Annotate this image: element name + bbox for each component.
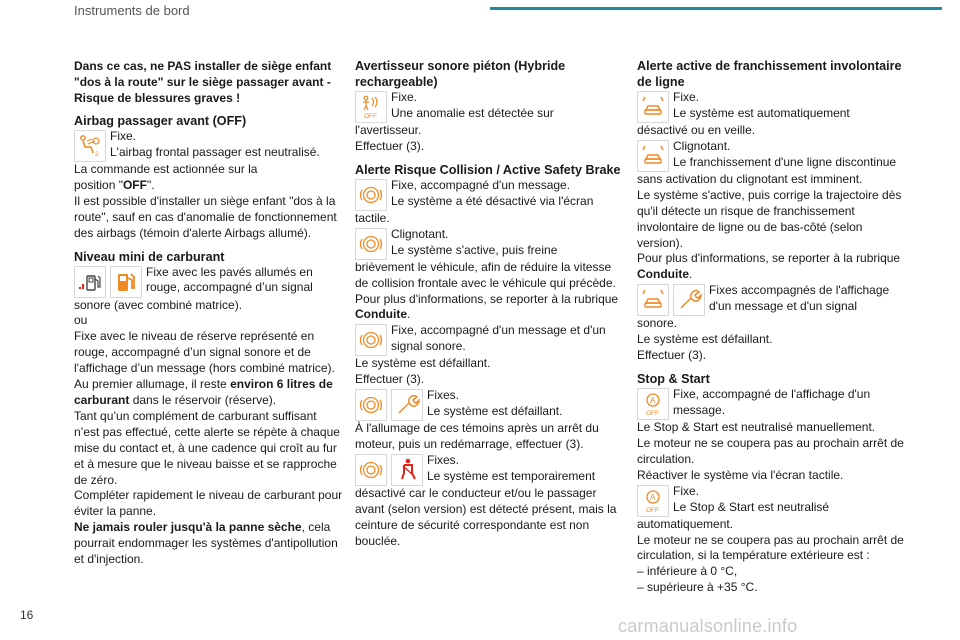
lane-c-line2: sonore.	[637, 316, 678, 331]
fuel-p4: Tant qu’un complément de carburant suffisant n’est pas effectué, cette alerte se répète à chaque mise du contact et, à une cadence qui croît au fur et à mesure que le niveau baisse et se rapproche de zéro.	[74, 408, 340, 487]
airbag-paragraph: Il est possible d'installer un siège enfant "dos à la route", sauf en cas d'anomalie de fonctionnement des airbags (témoin d'alerte Airbags allumé).	[74, 193, 337, 240]
stop-start-b-item1: – inférieure à 0 °C,	[637, 564, 738, 579]
collision-alert-icon	[355, 389, 387, 421]
collision-b-line1: Le système s'active, puis freine	[391, 242, 558, 257]
stop-start-b-line1: Le Stop & Start est neutralisé	[673, 499, 830, 514]
collision-alert-icon	[355, 228, 387, 260]
svg-text:OFF: OFF	[364, 113, 377, 120]
lane-p3: Le système s'active, puis corrige la trajectoire dès qu'il détecte un risque de franchissement involontaire de ligne ou de bas-côté (selon version).	[637, 187, 902, 250]
collision-e-status: Fixes.	[427, 452, 460, 467]
airbag-status: Fixe.	[110, 129, 137, 143]
pedestrian-horn-line3: Effectuer (3).	[355, 138, 425, 153]
lane-a-status: Fixe.	[673, 90, 700, 104]
lane-c-line1: Fixes accompagnés de l'affichage d'un message et d'un signal	[709, 283, 890, 314]
column-2	[355, 58, 625, 550]
stop-start-title: Stop & Start	[637, 371, 710, 386]
collision-c-line2: Le système est défaillant.	[355, 356, 491, 371]
airbag-position: position "OFF".	[74, 177, 155, 192]
stop-start-a-line4: Réactiver le système via l'écran tactile.	[637, 467, 844, 482]
column-1	[74, 58, 344, 568]
stop-start-a-line2: Le Stop & Start est neutralisé manuellement.	[637, 419, 876, 434]
stop-start-b-line3: Le moteur ne se coupera pas au prochain arrêt de circulation, si la température extérieure est :	[637, 532, 904, 563]
stop-start-b-item2: – supérieure à +35 °C.	[637, 580, 758, 595]
lane-departure-icon	[637, 140, 669, 172]
watermark: carmanualsonline.info	[618, 616, 798, 636]
seatbelt-icon	[391, 454, 423, 486]
stop-start-a-line1: Fixe, accompagné de l'affichage d'un message.	[673, 386, 871, 417]
fuel-p3: Au premier allumage, il reste environ 6 litres de carburant dans le réservoir (réserve).	[74, 377, 333, 407]
airbag-line2: La commande est actionnée sur la	[74, 162, 258, 176]
pedestrian-horn-title: Avertisseur sonore piéton (Hybride rechargeable)	[355, 59, 566, 89]
svg-text:OFF: OFF	[646, 506, 659, 514]
airbag-off-icon	[74, 130, 106, 162]
fuel-title: Niveau mini de carburant	[74, 249, 225, 264]
fuel-line2: sonore (avec combiné matrice).	[74, 297, 243, 312]
fuel-or: ou	[74, 313, 88, 328]
collision-c-line1: Fixe, accompagné d'un message et d'un signal sonore.	[391, 323, 606, 354]
fuel-line1: Fixe avec les pavés allumés en rouge, accompagné d’un signal	[146, 264, 313, 295]
fuel-p2: Fixe avec le niveau de réserve représenté en rouge, accompagné d’un signal sonore et de l'affichage d’un message (hors combiné matrice).	[74, 329, 335, 376]
pedestrian-horn-status: Fixe.	[391, 90, 418, 104]
collision-d-line2: À l'allumage de ces témoins après un arrêt du moteur, puis un redémarrage, effectuer (3).	[355, 421, 599, 452]
airbag-title: Airbag passager avant (OFF)	[74, 114, 247, 128]
lane-a-line2: désactivé ou en veille.	[637, 123, 756, 137]
column-3	[637, 58, 909, 596]
wrench-icon	[673, 284, 705, 316]
fuel-pump-bars-icon	[74, 266, 106, 298]
collision-alert-icon	[355, 179, 387, 211]
collision-a-line1: Le système a été désactivé via l'écran	[391, 193, 594, 208]
lane-a-line1: Le système est automatiquement	[673, 105, 850, 120]
collision-title: Alerte Risque Collision / Active Safety Brake	[355, 162, 621, 177]
svg-text:2: 2	[95, 151, 99, 158]
fuel-pump-icon	[110, 266, 142, 298]
pedestrian-horn-line2: l'avertisseur.	[355, 123, 422, 137]
lane-title: Alerte active de franchissement involontaire de ligne	[637, 59, 902, 89]
lane-b-line2: sans activation du clignotant est imminent.	[637, 171, 863, 186]
collision-a-line2: tactile.	[355, 210, 390, 225]
fuel-p5: Compléter rapidement le niveau de carburant pour éviter la panne.	[74, 488, 343, 519]
header-accent-bar	[490, 7, 942, 10]
lane-departure-icon	[637, 91, 669, 123]
collision-b-more: Pour plus d'informations, se reporter à la rubrique Conduite.	[355, 291, 619, 322]
lane-more: Pour plus d'informations, se reporter à la rubrique Conduite.	[637, 251, 901, 282]
collision-a-status: Fixe, accompagné d'un message.	[391, 177, 571, 192]
collision-c-line3: Effectuer (3).	[355, 372, 425, 387]
child-seat-warning: Dans ce cas, ne PAS installer de siège enfant "dos à la route" sur le siège passager avant - Risque de blessures graves !	[74, 59, 332, 105]
svg-text:OFF: OFF	[646, 409, 659, 417]
collision-e-line1: Le système est temporairement	[427, 468, 596, 483]
lane-c-line4: Effectuer (3).	[637, 348, 707, 363]
stop-start-a-line3: Le moteur ne se coupera pas au prochain arrêt de circulation.	[637, 435, 904, 466]
stop-start-off-icon	[637, 485, 669, 517]
page-number: 16	[20, 608, 34, 622]
lane-b-status: Clignotant.	[673, 138, 731, 153]
lane-b-line1: Le franchissement d'une ligne discontinue	[673, 154, 897, 169]
pedestrian-horn-off-icon	[355, 91, 387, 123]
collision-alert-icon	[355, 454, 387, 486]
header-title: Instruments de bord	[74, 3, 190, 18]
collision-b-line2: brièvement le véhicule, afin de réduire la vitesse de collision frontale avec le véhicule qui précède.	[355, 259, 616, 290]
collision-alert-icon	[355, 324, 387, 356]
airbag-line1: L'airbag frontal passager est neutralisé.	[110, 144, 320, 159]
pedestrian-horn-line1: Une anomalie est détectée sur	[391, 105, 554, 120]
collision-e-line2: désactivé car le conducteur et/ou le passager avant (selon version) est détecté présent, mais la ceinture de sécurité correspondante est non bouclée.	[355, 485, 617, 548]
stop-start-b-status: Fixe.	[673, 483, 700, 498]
stop-start-b-line2: automatiquement.	[637, 516, 734, 531]
collision-b-status: Clignotant.	[391, 226, 449, 241]
collision-d-status: Fixes.	[427, 388, 460, 403]
wrench-icon	[391, 389, 423, 421]
svg-text:A: A	[650, 395, 656, 405]
lane-c-line3: Le système est défaillant.	[637, 332, 773, 347]
lane-departure-icon	[637, 284, 669, 316]
collision-d-line1: Le système est défaillant.	[427, 404, 563, 419]
svg-text:A: A	[650, 492, 656, 502]
fuel-p6: Ne jamais rouler jusqu'à la panne sèche, cela pourrait endommager les systèmes d'antipollution et d'injection.	[74, 520, 338, 567]
stop-start-off-icon	[637, 388, 669, 420]
